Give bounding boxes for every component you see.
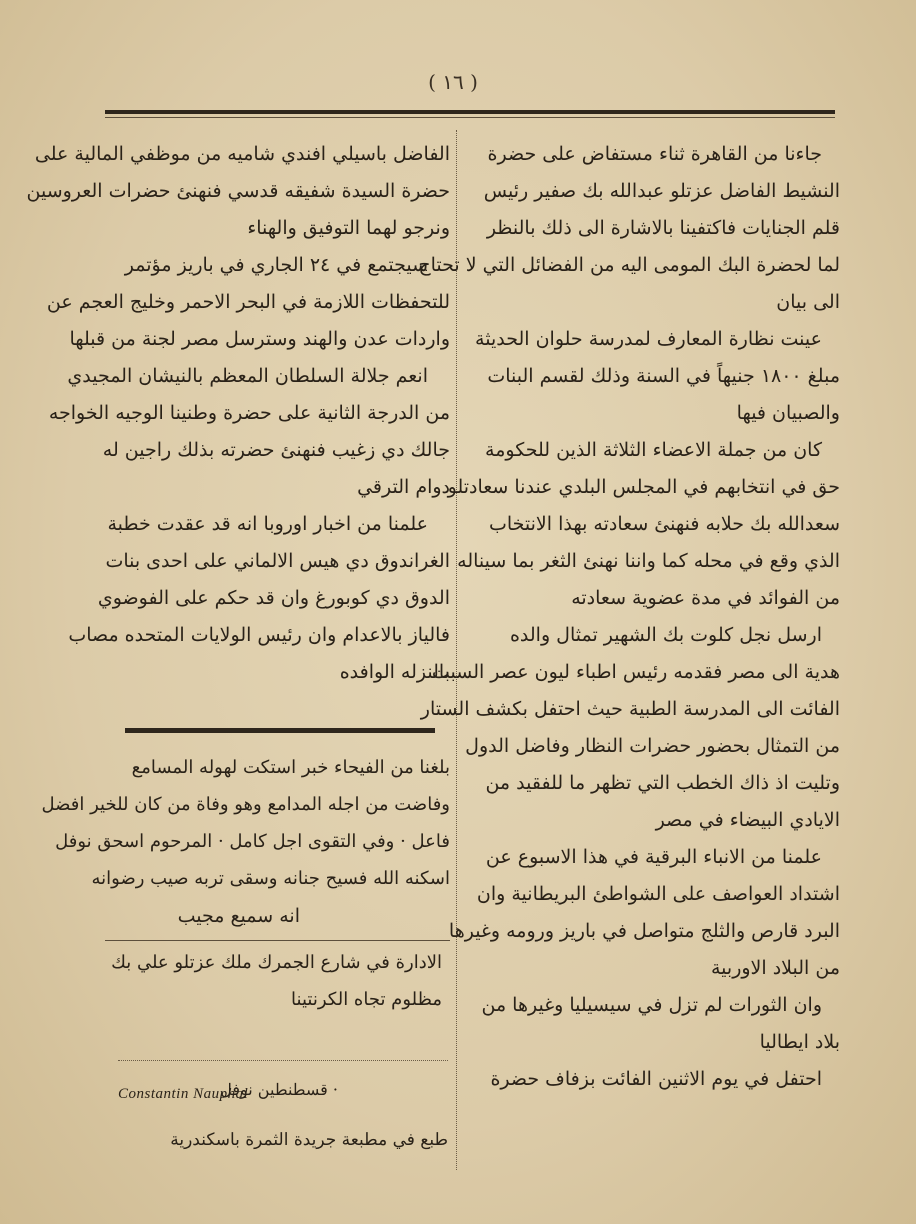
text-line: والصبيان فيها <box>736 402 840 424</box>
text-line: دوام الترقي <box>357 476 450 498</box>
text-line: الذي وقع في محله كما واننا نهنئ الثغر بما سيناله <box>457 550 840 572</box>
text-line: بلاد ايطاليا <box>759 1031 840 1053</box>
left-column-top <box>26 136 450 691</box>
text-line: حضرة السيدة شفيقه قدسي فنهنئ حضرات العروسين <box>26 180 450 202</box>
dotted-rule <box>118 1060 448 1061</box>
text-line: الايادي البيضاء في مصر <box>655 809 840 831</box>
right-column <box>418 136 840 1098</box>
condolence-line: فاعل · وفي التقوى اجل كامل · المرحوم اسحق نوفل <box>55 831 450 852</box>
text-line: الدوق دي كوبورغ وان قد حكم على الفوضوي <box>97 587 450 609</box>
text-line: احتفل في يوم الاثنين الفائت بزفاف حضرة <box>490 1068 822 1090</box>
printer-line: طبع في مطبعة جريدة الثمرة باسكندرية <box>170 1130 448 1150</box>
condolence-line: انه سميع مجيب <box>177 905 300 927</box>
text-line: علمنا من الانباء البرقية في هذا الاسبوع عن <box>485 846 822 868</box>
text-line: ارسل نجل كلوت بك الشهير تمثال والده <box>509 624 822 646</box>
text-line: الفائت الى المدرسة الطبية حيث احتفل بكشف الستار <box>420 698 840 720</box>
page-number: ( ١٦ ) <box>428 70 478 94</box>
text-line: بالنزله الوافده <box>339 661 450 683</box>
administration-line: مظلوم تجاه الكرنتينا <box>291 989 442 1010</box>
text-line: من الدرجة الثانية على حضرة وطنينا الوجيه الخواجه <box>48 402 450 424</box>
text-line: سعدالله بك حلابه فنهنئ سعادته بهذا الانتخاب <box>488 513 840 535</box>
section-rule <box>125 728 435 733</box>
text-line: سيجتمع في ٢٤ الجاري في باريز مؤتمر <box>124 254 428 276</box>
text-line: مبلغ ١٨٠٠ جنيهاً في السنة وذلك لقسم البنات <box>487 365 840 387</box>
condolence-line: وفاضت من اجله المدامع وهو وفاة من كان للخير افضل <box>41 794 450 815</box>
administration-line: الادارة في شارع الجمرك ملك عزتلو علي بك <box>111 952 442 973</box>
text-line: عينت نظارة المعارف لمدرسة حلوان الحديثة <box>475 328 822 350</box>
text-line: فالياز بالاعدام وان رئيس الولايات المتحده مصاب <box>68 624 450 646</box>
text-line: الفاضل باسيلي افندي شاميه من موظفي المالية على <box>34 143 450 165</box>
administration-box <box>105 940 450 1065</box>
text-line: قلم الجنايات فاكتفينا بالاشارة الى ذلك بالنظر <box>486 217 840 239</box>
text-line: من التمثال بحضور حضرات النظار وفاضل الدول <box>465 735 840 757</box>
text-line: جالك دي زغيب فنهنئ حضرته بذلك راجين له <box>102 439 450 461</box>
publisher-name-arabic-text: قسطنطين نوفل <box>220 1080 328 1099</box>
text-line: وتليت اذ ذاك الخطب التي تظهر ما للفقيد من <box>485 772 840 794</box>
text-line: من البلاد الاوربية <box>711 957 840 979</box>
text-line: البرد قارص والثلج متواصل في باريز ورومه وغيرها <box>448 920 840 942</box>
text-line: حق في انتخابهم في المجلس البلدي عندنا سعادتلو <box>447 476 840 498</box>
header-rule-thin <box>105 117 835 118</box>
text-line: واردات عدن والهند وسترسل مصر لجنة من قبلها <box>69 328 450 350</box>
text-line: الغراندوق دي هيس الالماني على احدى بنات <box>105 550 450 572</box>
text-line: علمنا من اخبار اوروبا انه قد عقدت خطبة <box>107 513 428 535</box>
text-line: جاءنا من القاهرة ثناء مستفاض على حضرة <box>487 143 822 165</box>
text-line: الى بيان <box>776 291 840 313</box>
text-line: من الفوائد في مدة عضوية سعادته <box>571 587 840 609</box>
text-line: لما لحضرة البك المومى اليه من الفضائل التي لا تحتاج <box>418 254 840 276</box>
condolence-line: بلغنا من الفيحاء خبر استكت لهوله المسامع <box>131 757 450 778</box>
publisher-line <box>118 1080 448 1110</box>
text-line: اشتداد العواصف على الشواطئ البريطانية وان <box>476 883 840 905</box>
text-line: وان الثورات لم تزل في سيسيليا وغيرها من <box>481 994 822 1016</box>
condolence-notice <box>41 750 450 935</box>
header-rule <box>105 110 835 114</box>
text-line: انعم جلالة السلطان المعظم بالنيشان المجيدي <box>67 365 428 387</box>
publisher-name-latin: Constantin Nauphal <box>118 1086 249 1102</box>
condolence-line: اسكنه الله فسيح جنانه وسقى تربه صيب رضوانه <box>91 868 450 889</box>
text-line: ونرجو لهما التوفيق والهناء <box>247 217 450 239</box>
text-line: هدية الى مصر فقدمه رئيس اطباء ليون عصر السبت <box>431 661 840 683</box>
publisher-name-arabic <box>220 1080 338 1099</box>
text-line: للتحفظات اللازمة في البحر الاحمر وخليج العجم عن <box>46 291 450 313</box>
text-line: كان من جملة الاعضاء الثلاثة الذين للحكومة <box>485 439 822 461</box>
column-divider <box>456 130 457 1170</box>
publisher-separator: · <box>332 1080 338 1099</box>
text-line: النشيط الفاضل عزتلو عبدالله بك صفير رئيس <box>483 180 840 202</box>
